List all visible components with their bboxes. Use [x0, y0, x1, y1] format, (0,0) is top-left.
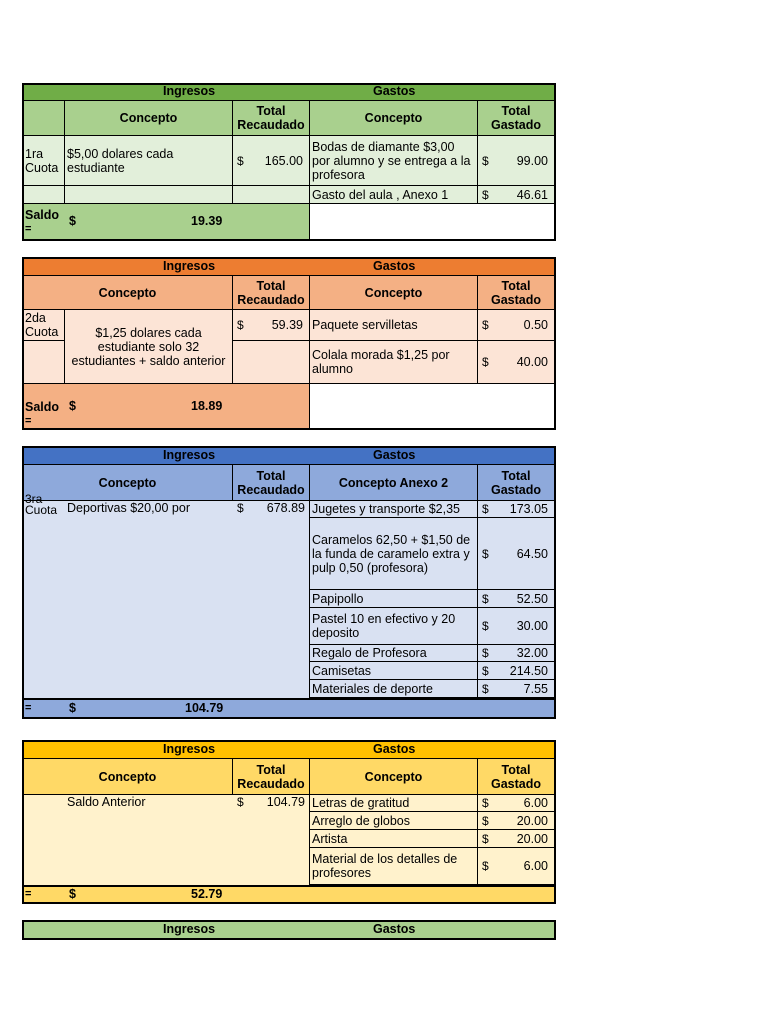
t4-gasto-monto-1: [478, 812, 555, 830]
t3-gasto-monto-0-value: 173.05: [509, 502, 548, 516]
t4-ingreso-concepto: Saldo Anterior: [67, 795, 146, 809]
t1-total-recaudado-l1: Total: [256, 104, 286, 118]
t2-saldo-label: Saldo: [25, 400, 60, 414]
t3-ingreso-total: [237, 501, 305, 515]
t1-total-recaudado-header: [233, 101, 310, 136]
t4-ingreso-total: [237, 795, 305, 810]
t3-gasto-monto-6-value: 7.55: [523, 681, 548, 696]
t3-total-gastado-l2: Gastado: [490, 482, 541, 497]
currency-symbol: $: [482, 153, 489, 168]
t2-cuota-blank: [23, 341, 65, 384]
t1-ingreso-total-value: 165.00: [264, 153, 303, 168]
t2-ingreso-total-value: 59.39: [271, 318, 303, 332]
t3-gasto-concepto-3: Pastel 10 en efectivo y 20 deposito: [310, 608, 478, 645]
t4-gasto-monto-2-value: 20.00: [516, 831, 548, 846]
t3-gasto-monto-1: [478, 518, 555, 590]
t4-total-gastado-l2: Gastado: [490, 776, 541, 791]
t1-ingresos-label: Ingresos: [163, 84, 216, 98]
t2-saldo-blank: [310, 384, 555, 429]
t2-total-recaudado-l2: Recaudado: [237, 292, 305, 307]
t2-gasto-concepto-0: Paquete servilletas: [310, 310, 478, 341]
t4-saldo-eq: =: [25, 888, 32, 900]
t1-saldo-value: 19.39: [191, 214, 223, 228]
t4-saldo-value: 52.79: [191, 887, 223, 901]
t1-empty-b: [65, 186, 233, 204]
t4-gasto-concepto-header: Concepto: [310, 759, 478, 795]
currency-symbol: $: [482, 619, 489, 633]
t5-ingresos-label: Ingresos: [163, 922, 216, 936]
t1-empty-c: [233, 186, 310, 204]
t4-gasto-monto-1-value: 20.00: [516, 813, 548, 828]
t3-gasto-monto-6: [478, 680, 555, 698]
t3-ingreso-area: [23, 492, 310, 698]
t3-total-recaudado-header: [233, 465, 310, 501]
t2-cuota-label: 2da Cuota: [23, 310, 65, 341]
t3-saldo-value: 104.79: [185, 701, 224, 715]
currency-symbol: $: [482, 187, 489, 202]
t2-ingreso-total: [233, 310, 310, 341]
t2-top-header: [23, 258, 555, 276]
currency-symbol: $: [482, 831, 489, 846]
t1-total-gastado-l1: Total: [501, 104, 531, 118]
t1-gasto-concepto-1: Gasto del aula , Anexo 1: [310, 186, 478, 204]
t1-gastos-label: Gastos: [373, 84, 416, 98]
currency-symbol: $: [482, 318, 489, 332]
t2-gasto-concepto-header: Concepto: [310, 276, 478, 310]
t4-gasto-concepto-1: Arreglo de globos: [310, 812, 478, 830]
t3-gasto-concepto-4: Regalo de Profesora: [310, 645, 478, 662]
t4-gasto-monto-3: [478, 848, 555, 885]
t3-gasto-monto-2-value: 52.50: [516, 591, 548, 606]
currency-symbol: $: [482, 502, 489, 516]
t2-gasto-monto-1-value: 40.00: [516, 355, 548, 369]
t3-top-header: [23, 447, 555, 465]
t3-total-gastado-header: [478, 465, 555, 501]
t4-total-recaudado-l1: Total: [256, 762, 286, 777]
t3-gasto-monto-1-value: 64.50: [516, 546, 548, 561]
t2-total-recaudado-header: [233, 276, 310, 310]
t2-ingreso-concepto: $1,25 dolares cada estudiante solo 32 estudiantes + saldo anterior: [65, 310, 233, 384]
t4-gasto-monto-0-value: 6.00: [523, 796, 548, 810]
t4-ingreso-concepto-header: Concepto: [23, 759, 233, 795]
t3-gasto-monto-5: [478, 662, 555, 680]
t3-saldo-row: [23, 698, 555, 718]
t1-ingreso-concepto: $5,00 dolares cada estudiante: [65, 136, 233, 186]
currency-symbol: $: [237, 795, 244, 809]
currency-symbol: $: [237, 318, 244, 332]
t4-gasto-monto-0: [478, 795, 555, 812]
t4-gasto-concepto-0: Letras de gratitud: [310, 795, 478, 812]
t3-gasto-concepto-0: Jugetes y transporte $2,35: [310, 501, 478, 518]
t2-total-gastado-l2: Gastado: [490, 292, 541, 307]
t1-saldo-row: [23, 204, 310, 240]
currency-symbol: $: [482, 646, 489, 660]
currency-symbol: $: [237, 153, 244, 168]
t1-gasto-monto-1-value: 46.61: [516, 187, 548, 202]
t2-gasto-monto-0: [478, 310, 555, 341]
t1-gasto-monto-0: [478, 136, 555, 186]
currency-symbol: $: [482, 591, 489, 606]
t1-saldo-eq: =: [25, 223, 32, 235]
t2-gasto-monto-0-value: 0.50: [523, 318, 548, 332]
t3-gasto-concepto-2: Papipollo: [310, 590, 478, 608]
t3-gasto-monto-0: [478, 501, 555, 518]
t3-ingreso-concepto-header: Concepto: [23, 465, 233, 501]
t1-empty-a: [23, 186, 65, 204]
t2-total-recaudado-l1: Total: [256, 278, 286, 293]
t4-gasto-concepto-3: Material de los detalles de profesores: [310, 848, 478, 885]
currency-symbol: $: [69, 399, 76, 413]
currency-symbol: $: [237, 501, 244, 515]
t2-ingreso-concepto-header: Concepto: [23, 276, 233, 310]
t2-ingresos-label: Ingresos: [163, 259, 216, 273]
t1-gasto-monto-0-value: 99.00: [516, 153, 548, 168]
t1-gasto-monto-1: [478, 186, 555, 204]
t4-top-header: [23, 741, 555, 759]
t3-cuota-label: 3ra Cuota: [25, 492, 58, 517]
t4-ingreso-total-value: 104.79: [266, 795, 305, 809]
t3-total-gastado-l1: Total: [501, 468, 531, 483]
currency-symbol: $: [482, 859, 489, 873]
t2-total-gastado-l1: Total: [501, 278, 531, 293]
t1-gasto-concepto-0: Bodas de diamante $3,00 por alumno y se entrega a la profesora: [310, 136, 478, 186]
t4-saldo-row: [23, 885, 555, 903]
currency-symbol: $: [482, 813, 489, 828]
currency-symbol: $: [482, 681, 489, 696]
t2-saldo-row: [23, 384, 310, 429]
t1-total-gastado-l2: Gastado: [490, 118, 541, 132]
t3-gasto-monto-4: [478, 645, 555, 662]
t4-total-recaudado-header: [233, 759, 310, 795]
t3-gasto-concepto-5: Camisetas: [310, 662, 478, 680]
t5-top-header: [23, 921, 555, 939]
t1-total-recaudado-l2: Recaudado: [237, 118, 305, 132]
t1-total-gastado-header: [478, 101, 555, 136]
t4-ingreso-area: [23, 795, 310, 885]
t3-ingresos-label: Ingresos: [163, 448, 216, 462]
t3-ingreso-concepto: Deportivas $20,00 por: [67, 501, 190, 515]
t2-total-gastado-header: [478, 276, 555, 310]
currency-symbol: $: [482, 663, 489, 678]
t1-ingreso-concepto-header: Concepto: [65, 101, 233, 136]
t3-gasto-concepto-header: Concepto Anexo 2: [310, 465, 478, 501]
t3-gastos-label: Gastos: [373, 448, 416, 462]
currency-symbol: $: [69, 701, 76, 715]
t3-gasto-monto-3-value: 30.00: [516, 619, 548, 633]
t4-gastos-label: Gastos: [373, 742, 416, 756]
t5-gastos-label: Gastos: [373, 922, 416, 936]
t2-gasto-concepto-1: Colala morada $1,25 por alumno: [310, 341, 478, 384]
t1-saldo-blank: [310, 204, 555, 240]
t1-cuota-label: 1ra Cuota: [23, 136, 65, 186]
t3-gasto-monto-2: [478, 590, 555, 608]
t4-ingresos-label: Ingresos: [163, 742, 216, 756]
t2-ingreso-blank: [233, 341, 310, 384]
t4-total-gastado-header: [478, 759, 555, 795]
t3-gasto-monto-5-value: 214.50: [509, 663, 548, 678]
t4-gasto-concepto-2: Artista: [310, 830, 478, 848]
t1-top-header: [23, 84, 555, 101]
t2-saldo-eq: =: [25, 415, 32, 427]
t3-gasto-monto-3: [478, 608, 555, 645]
t3-saldo-eq: =: [25, 702, 32, 714]
t1-saldo-label: Saldo: [25, 208, 60, 222]
t3-gasto-monto-4-value: 32.00: [516, 646, 548, 660]
t3-gasto-concepto-1: Caramelos 62,50 + $1,50 de la funda de caramelo extra y pulp 0,50 (profesora): [310, 518, 478, 590]
t4-gasto-monto-3-value: 6.00: [523, 859, 548, 873]
t3-gasto-concepto-6: Materiales de deporte: [310, 680, 478, 698]
t4-total-gastado-l1: Total: [501, 762, 531, 777]
t1-header-blank: [23, 101, 65, 136]
currency-symbol: $: [482, 796, 489, 810]
t4-gasto-monto-2: [478, 830, 555, 848]
t1-ingreso-total: [233, 136, 310, 186]
t3-total-recaudado-l1: Total: [256, 468, 286, 483]
t2-gastos-label: Gastos: [373, 259, 416, 273]
currency-symbol: $: [69, 887, 76, 901]
t1-gasto-concepto-header: Concepto: [310, 101, 478, 136]
t2-gasto-monto-1: [478, 341, 555, 384]
t4-total-recaudado-l2: Recaudado: [237, 776, 305, 791]
t2-saldo-value: 18.89: [191, 399, 223, 413]
currency-symbol: $: [482, 355, 489, 369]
currency-symbol: $: [482, 546, 489, 561]
currency-symbol: $: [69, 214, 76, 228]
t3-total-recaudado-l2: Recaudado: [237, 482, 305, 497]
t3-ingreso-total-value: 678.89: [266, 501, 305, 515]
